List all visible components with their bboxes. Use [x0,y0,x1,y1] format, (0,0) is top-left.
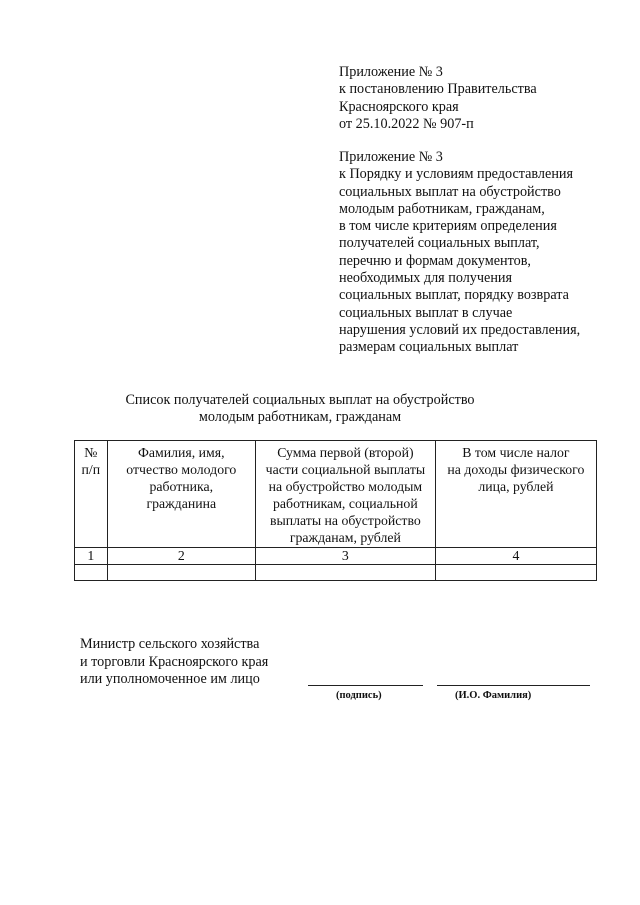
column-number-cell: 4 [435,548,596,565]
header-text: гражданам, рублей [289,530,401,545]
name-caption: (И.О. Фамилия) [455,690,532,701]
signatory-line: Министр сельского хозяйства [80,636,260,652]
document-title [0,392,620,426]
appendix-line: перечню и формам документов, [339,252,531,269]
column-number-cell: 3 [255,548,435,565]
appendix-line: нарушения условий их предоставления, [339,321,581,338]
table-row [75,565,597,581]
appendix-line: социальных выплат в случае [339,304,513,321]
appendix-line: молодым работникам, гражданам, [339,200,545,217]
appendix-line: Приложение № 3 [339,149,443,165]
header-full-name [107,441,255,548]
signature-line [308,685,423,686]
header-text: В том числе налог [462,445,570,460]
header-text: отчество молодого [126,462,237,477]
header-number [75,441,108,548]
header-text: на обустройство молодым [268,479,423,494]
signatory-line: и торговли Красноярского края [80,653,269,670]
signatory-line: или уполномоченное им лицо [80,671,260,687]
column-number-row [75,548,597,565]
table-cell [435,565,596,581]
appendix-line: получателей социальных выплат, [339,235,540,252]
name-line [437,685,590,686]
header-text: № [84,445,98,460]
appendix-line: к Порядку и условиям предоставления [339,166,574,183]
column-number-cell: 1 [75,548,108,565]
header-text: на доходы физического [447,462,585,477]
title-line: Список получателей социальных выплат на обустройство [125,392,475,408]
table-header-row [75,441,597,548]
table-cell [107,565,255,581]
appendix-line: в том числе критериям определения [339,218,557,235]
signature-caption: (подпись) [336,690,382,701]
header-text: лица, рублей [478,479,554,494]
header-text: части социальной выплаты [265,462,426,477]
header-payment-amount [255,441,435,548]
header-text: гражданина [146,496,217,511]
appendix-reference-government [339,64,537,133]
header-text: Сумма первой (второй) [277,445,414,460]
header-text: работникам, социальной [273,496,418,511]
appendix-line: социальных выплат, порядку возврата [339,287,569,304]
appendix-line: необходимых для получения [339,270,513,287]
appendix-reference-procedure [339,149,580,357]
header-text: Фамилия, имя, [138,445,225,460]
table-cell [75,565,108,581]
appendix-line: социальных выплат на обустройство [339,183,561,200]
appendix-line: к постановлению Правительства [339,81,537,98]
table-cell [255,565,435,581]
column-number-cell: 2 [107,548,255,565]
header-income-tax [435,441,596,548]
signatory-position [80,636,268,689]
header-text: работника, [149,479,214,494]
appendix-line: Приложение № 3 [339,64,443,80]
appendix-line: Красноярского края [339,98,459,115]
title-line: молодым работникам, гражданам [198,409,402,425]
appendix-line: от 25.10.2022 № 907-п [339,115,474,132]
header-text: выплаты на обустройство [269,513,421,528]
recipients-table [74,440,597,581]
header-text: п/п [81,462,101,477]
appendix-line: размерам социальных выплат [339,339,519,356]
